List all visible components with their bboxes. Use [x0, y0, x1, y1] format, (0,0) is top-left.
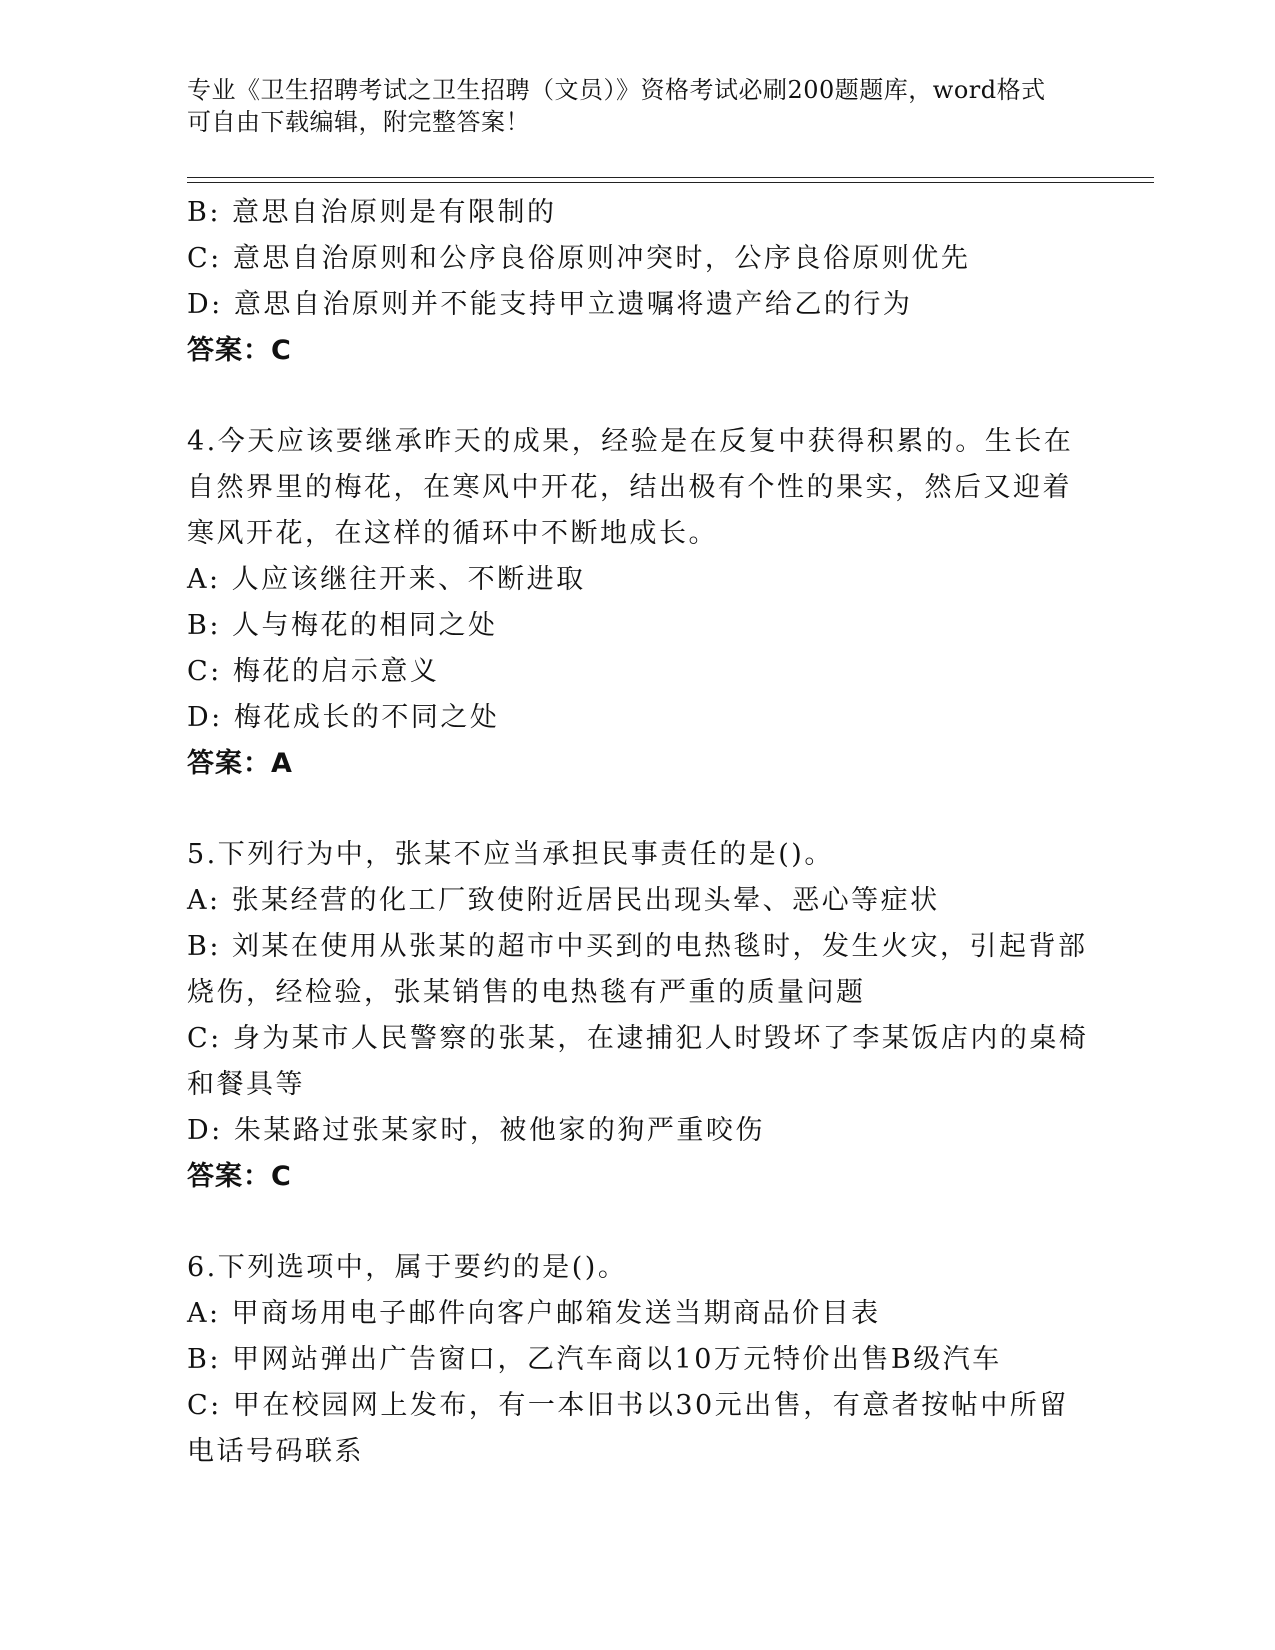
q4-stem-line-2: 自然界里的梅花，在寒风中开花，结出极有个性的果实，然后又迎着 [187, 472, 1072, 503]
q5-option-c-line-2: 和餐具等 [187, 1069, 305, 1100]
q3-answer: 答案：C [187, 335, 292, 366]
spacer [187, 374, 1087, 419]
header-line-2: 可自由下载编辑，附完整答案！ [187, 108, 530, 136]
q5-option-b-line-1: B: 刘某在使用从张某的超市中买到的电热毯时，发生火灾，引起背部 [187, 931, 1088, 962]
document-body [187, 190, 1087, 1475]
q4-option-c: C: 梅花的启示意义 [187, 656, 440, 687]
q3-option-c: C: 意思自治原则和公序良俗原则冲突时，公序良俗原则优先 [187, 243, 971, 274]
q5-answer: 答案：C [187, 1161, 292, 1192]
q6-option-b: B: 甲网站弹出广告窗口，乙汽车商以10万元特价出售B级汽车 [187, 1344, 1002, 1375]
header-divider-bottom [187, 182, 1154, 183]
spacer [187, 787, 1087, 832]
q3-option-d: D: 意思自治原则并不能支持甲立遗嘱将遗产给乙的行为 [187, 289, 913, 320]
q6-option-a: A: 甲商场用电子邮件向客户邮箱发送当期商品价目表 [187, 1298, 881, 1329]
q6-option-c-line-2: 电话号码联系 [187, 1436, 364, 1467]
question-3-tail [187, 190, 1087, 374]
q5-option-c-line-1: C: 身为某市人民警察的张某，在逮捕犯人时毁坏了李某饭店内的桌椅 [187, 1023, 1089, 1054]
q4-option-d: D: 梅花成长的不同之处 [187, 702, 500, 733]
q4-option-b: B: 人与梅花的相同之处 [187, 610, 498, 641]
q5-stem: 5.下列行为中，张某不应当承担民事责任的是()。 [187, 839, 834, 870]
q4-stem-line-1: 4.今天应该要继承昨天的成果，经验是在反复中获得积累的。生长在 [187, 426, 1074, 457]
q4-answer: 答案：A [187, 748, 293, 779]
q3-option-b: B: 意思自治原则是有限制的 [187, 197, 557, 228]
q6-option-c-line-1: C: 甲在校园网上发布，有一本旧书以30元出售，有意者按帖中所留 [187, 1390, 1069, 1421]
document-header [187, 74, 1087, 138]
header-line-1: 专业《卫生招聘考试之卫生招聘（文员）》资格考试必刷200题题库，word格式 [187, 76, 1046, 104]
q5-option-a: A: 张某经营的化工厂致使附近居民出现头晕、恶心等症状 [187, 885, 940, 916]
question-6 [187, 1245, 1087, 1475]
q4-option-a: A: 人应该继往开来、不断进取 [187, 564, 586, 595]
question-5 [187, 832, 1087, 1200]
header-divider-top [187, 177, 1154, 178]
q5-option-d: D: 朱某路过张某家时，被他家的狗严重咬伤 [187, 1115, 765, 1146]
spacer [187, 1200, 1087, 1245]
q5-option-b-line-2: 烧伤，经检验，张某销售的电热毯有严重的质量问题 [187, 977, 866, 1008]
q6-stem: 6.下列选项中，属于要约的是()。 [187, 1252, 628, 1283]
question-4 [187, 419, 1087, 787]
q4-stem-line-3: 寒风开花，在这样的循环中不断地成长。 [187, 518, 718, 549]
